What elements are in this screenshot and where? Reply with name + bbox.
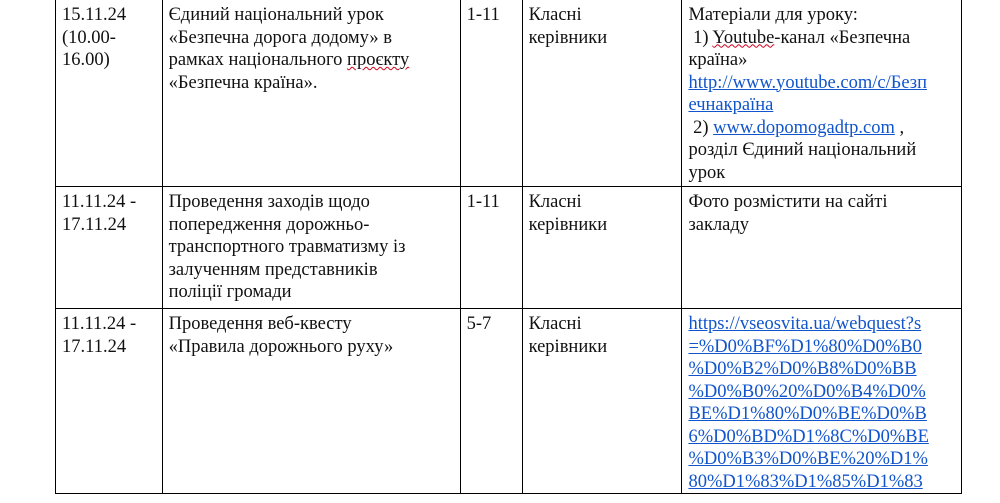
event-line: Проведення веб-квесту xyxy=(168,314,352,334)
classes-cell xyxy=(460,187,522,309)
date-cell xyxy=(56,187,163,309)
item-text: , xyxy=(894,117,905,138)
responsible-cell xyxy=(522,0,682,187)
date-line: (10.00- xyxy=(62,27,116,48)
classes-value: 5-7 xyxy=(466,314,492,334)
event-line: Проведення заходів щодо xyxy=(168,192,370,212)
responsible-line: Класні xyxy=(528,192,582,212)
spellcheck-word: Youtube xyxy=(712,27,775,48)
table-row xyxy=(56,187,962,309)
webquest-link[interactable]: 80%D1%83%D1%85%D1%83 xyxy=(688,471,923,492)
notes-line: закладу xyxy=(688,214,750,235)
responsible-line: керівники xyxy=(528,27,608,48)
events-table xyxy=(55,0,962,494)
event-line: транспортного травматизму із xyxy=(168,237,406,257)
item-number: 2) xyxy=(688,117,714,138)
responsible-line: Класні xyxy=(528,5,582,25)
date-line: 17.11.24 xyxy=(62,214,127,235)
webquest-link[interactable]: %D0%B0%20%D0%B4%D0% xyxy=(688,381,926,402)
responsible-line: керівники xyxy=(528,214,608,235)
notes-item-line: розділ Єдиний національний xyxy=(688,140,917,160)
item-number: 1) xyxy=(688,27,713,48)
event-line: «Безпечна країна». xyxy=(168,72,318,93)
date-line: 11.11.24 - xyxy=(62,192,137,212)
webquest-link[interactable]: %D0%B2%D0%B8%D0%BB xyxy=(688,359,917,379)
responsible-line: Класні xyxy=(528,314,582,334)
event-cell xyxy=(162,187,460,309)
event-line: залученням представників xyxy=(168,259,378,280)
event-line: «Правила дорожнього руху» xyxy=(168,336,394,357)
notes-cell xyxy=(682,0,962,187)
date-line: 15.11.24 xyxy=(62,5,127,25)
classes-value: 1-11 xyxy=(466,5,500,25)
event-line: поліції громади xyxy=(168,282,292,302)
event-line xyxy=(169,49,454,72)
date-cell xyxy=(56,309,163,494)
responsible-line: керівники xyxy=(528,336,608,357)
responsible-cell xyxy=(522,309,682,494)
webquest-link[interactable]: https://vseosvita.ua/webquest?s xyxy=(688,314,922,334)
event-line: Єдиний національний урок xyxy=(168,5,384,25)
webquest-link[interactable]: =%D0%BF%D1%80%D0%B0 xyxy=(688,336,922,357)
responsible-cell xyxy=(522,187,682,309)
date-cell xyxy=(56,0,163,187)
notes-item xyxy=(688,27,955,50)
event-line: попередження дорожньо- xyxy=(168,214,370,235)
date-line: 16.00) xyxy=(62,50,110,70)
webquest-link[interactable]: %D0%B3%D0%BE%20%D1% xyxy=(688,449,928,469)
dopomogadtp-link[interactable]: www.dopomogadtp.com xyxy=(713,117,895,138)
date-line: 11.11.24 - xyxy=(62,314,137,334)
classes-value: 1-11 xyxy=(466,192,500,212)
webquest-link[interactable]: BE%D1%80%D0%BE%D0%B xyxy=(688,404,927,424)
event-line: «Безпечна дорога додому» в xyxy=(168,27,392,48)
table-row xyxy=(56,309,962,494)
classes-cell xyxy=(460,309,522,494)
notes-heading: Матеріали для уроку: xyxy=(688,5,858,25)
event-line-text: рамках національного xyxy=(168,50,348,70)
date-line: 17.11.24 xyxy=(62,336,127,357)
event-cell xyxy=(162,0,460,187)
item-text: -канал «Безпечна xyxy=(774,27,911,48)
youtube-link[interactable]: ечнакраїна xyxy=(688,95,774,115)
notes-cell xyxy=(682,187,962,309)
notes-item xyxy=(688,117,955,140)
classes-cell xyxy=(460,0,522,187)
spellcheck-word: проєкту xyxy=(347,50,410,70)
notes-item-line: країна» xyxy=(688,50,748,70)
youtube-link[interactable]: http://www.youtube.com/c/Безп xyxy=(688,72,927,93)
notes-item-line: урок xyxy=(688,162,726,183)
notes-line: Фото розмістити на сайті xyxy=(688,192,888,212)
event-cell xyxy=(162,309,460,494)
webquest-link[interactable]: 6%D0%BD%D1%8C%D0%BE xyxy=(688,426,929,447)
table-row xyxy=(56,0,962,187)
notes-cell xyxy=(682,309,962,494)
